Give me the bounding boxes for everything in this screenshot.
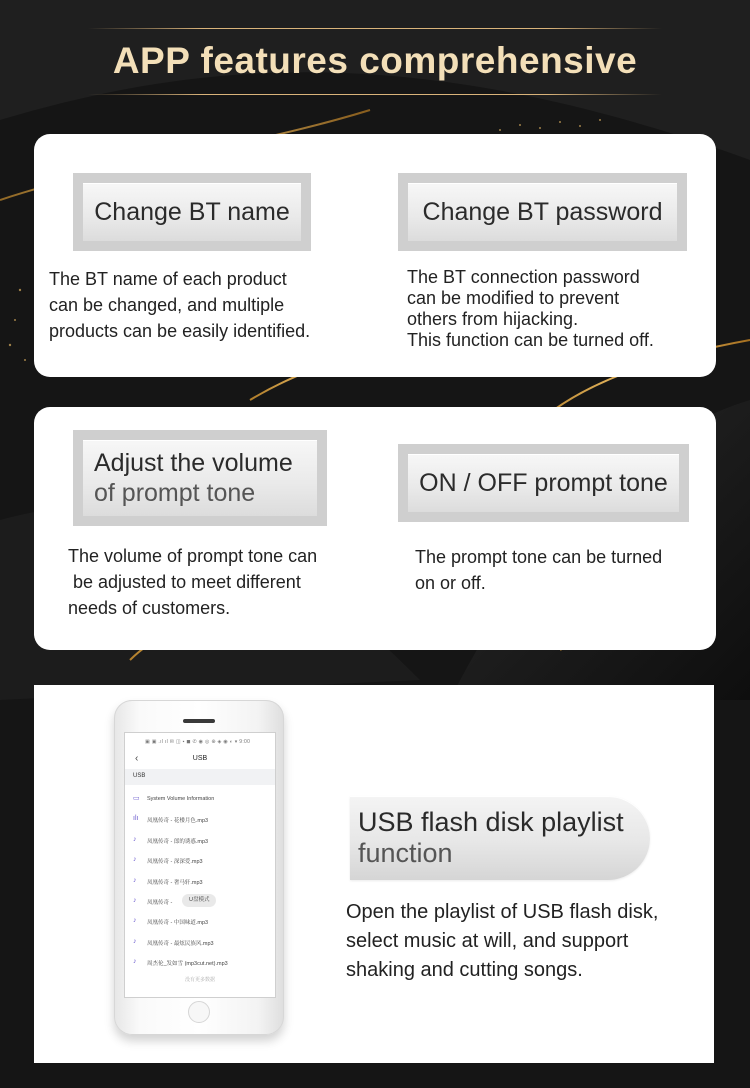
header-bottom-rule <box>88 94 662 95</box>
header-top-rule <box>88 28 662 29</box>
file-name: 凤凰传奇 - 郎的诱惑.mp3 <box>147 838 209 845</box>
desc-line: Open the playlist of USB flash disk, <box>346 901 659 923</box>
playing-icon: ılı <box>133 815 139 823</box>
breadcrumb[interactable] <box>125 769 275 785</box>
change-bt-name-label: Change BT name <box>94 198 290 226</box>
prompt-tone-desc <box>415 544 662 596</box>
phone-screen <box>124 732 276 998</box>
list-item[interactable] <box>125 952 275 972</box>
label-line: of prompt tone <box>94 479 256 507</box>
change-bt-password-tag <box>398 173 687 251</box>
status-bar: ▣ ▣ .ıl ıl ✉ ◫ ▪ ◼ ✆ ◉ ◎ ⊕ ◈ ◉ ◐ ▾ 9:00 <box>145 739 251 745</box>
desc-line: shaking and cutting songs. <box>346 959 583 981</box>
phone-speaker <box>183 719 215 723</box>
desc-line: The volume of prompt tone can <box>68 546 318 566</box>
music-note-icon: ♪ <box>133 835 137 843</box>
music-note-icon: ♪ <box>133 896 137 904</box>
music-note-icon: ♪ <box>133 958 137 966</box>
desc-line: can be modified to prevent <box>407 288 620 308</box>
adjust-volume-desc <box>68 543 317 621</box>
list-item[interactable] <box>125 911 275 931</box>
usb-playlist-tag <box>350 796 650 880</box>
home-button[interactable] <box>188 1001 210 1023</box>
label-line: Adjust the volume <box>94 449 293 477</box>
file-name: 凤凰传奇 - 深深爱.mp3 <box>147 859 203 866</box>
list-item[interactable] <box>125 830 275 850</box>
music-note-icon: ♪ <box>133 917 137 925</box>
desc-line: The BT connection password <box>407 267 640 287</box>
list-item[interactable] <box>125 891 275 911</box>
folder-icon: ▭ <box>133 795 140 802</box>
phone-mockup <box>114 700 284 1035</box>
desc-line: be adjusted to meet different <box>68 572 301 592</box>
desc-line: on or off. <box>415 573 486 593</box>
prompt-tone-label: ON / OFF prompt tone <box>419 469 668 497</box>
music-note-icon: ♪ <box>133 937 137 945</box>
music-note-icon: ♪ <box>133 876 137 884</box>
breadcrumb-label: USB <box>133 773 146 779</box>
list-item[interactable] <box>125 850 275 870</box>
desc-line: This function can be turned off. <box>407 330 654 350</box>
usb-mode-popup: U盘模式 <box>182 894 216 907</box>
label-line: function <box>358 838 453 868</box>
file-name: 周杰伦_发如雪 (mp3cut.net).mp3 <box>147 961 228 968</box>
label-line: USB flash disk playlist <box>358 807 624 837</box>
adjust-volume-label <box>83 430 317 526</box>
music-note-icon: ♪ <box>133 856 137 864</box>
file-name: 凤凰传奇 - 中国味道.mp3 <box>147 920 209 927</box>
usb-playlist-label <box>358 807 624 869</box>
desc-line: can be changed, and multiple <box>49 295 285 315</box>
change-bt-password-label: Change BT password <box>422 198 663 226</box>
file-name: 凤凰传奇 - <box>147 899 173 906</box>
file-name: 凤凰传奇 - 最炫民族风.mp3 <box>147 940 214 947</box>
file-name: System Volume Information <box>147 796 215 802</box>
screen-title: USB <box>192 755 208 762</box>
file-list <box>125 789 275 973</box>
desc-line: others from hijacking. <box>407 309 579 329</box>
usb-playlist-desc <box>346 898 658 985</box>
desc-line: products can be easily identified. <box>49 321 311 341</box>
page-title: APP features comprehensive <box>112 40 638 81</box>
change-bt-password-desc <box>407 267 654 351</box>
desc-line: The BT name of each product <box>49 269 287 289</box>
desc-line: needs of customers. <box>68 598 231 618</box>
change-bt-name-desc <box>49 266 310 344</box>
change-bt-name-tag <box>73 173 311 251</box>
desc-line: The prompt tone can be turned <box>415 547 663 567</box>
list-item[interactable] <box>125 809 275 829</box>
list-footer: 没有更多数据 <box>184 977 215 983</box>
adjust-volume-tag <box>73 430 327 526</box>
list-item[interactable] <box>125 789 275 809</box>
back-icon[interactable]: ‹ <box>135 753 139 764</box>
list-item[interactable] <box>125 932 275 952</box>
file-name: 凤凰传奇 - 奢马轩.mp3 <box>147 879 203 886</box>
desc-line: select music at will, and support <box>346 930 629 952</box>
file-name: 凤凰传奇 - 花楼月色.mp3 <box>147 818 209 825</box>
prompt-tone-tag <box>398 444 689 522</box>
list-item[interactable] <box>125 871 275 891</box>
header <box>88 28 662 94</box>
